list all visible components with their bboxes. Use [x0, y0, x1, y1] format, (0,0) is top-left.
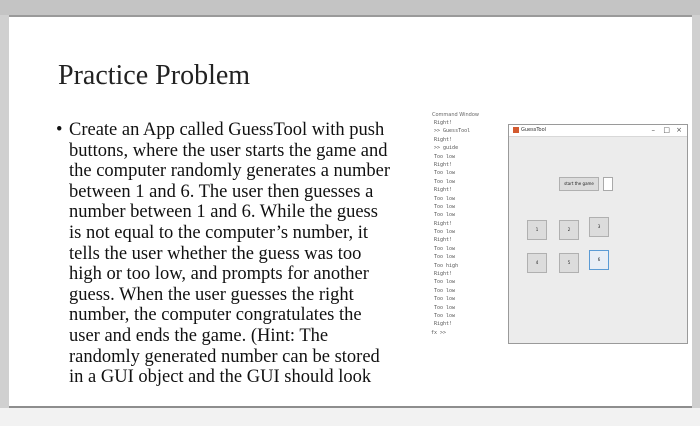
- guess-button-4: 4: [527, 253, 547, 273]
- output-line: Right!: [434, 321, 453, 328]
- command-window-screenshot: [428, 112, 498, 347]
- output-line: Right!: [434, 136, 453, 143]
- close-icon: ×: [676, 126, 682, 134]
- gui-titlebar: [509, 125, 687, 137]
- bullet-line: between 1 and 6. The user then guesses a: [69, 181, 374, 202]
- output-line: >> guide: [434, 145, 459, 152]
- output-line: Too low: [434, 195, 456, 202]
- output-line: Too low: [434, 153, 456, 160]
- output-line: Too low: [434, 279, 456, 286]
- viewer-bottom-area: [0, 408, 700, 426]
- output-line: Too low: [434, 254, 456, 261]
- matlab-app-icon: [513, 127, 519, 133]
- viewer-top-bar: [0, 0, 700, 15]
- output-line: Too low: [434, 203, 456, 210]
- bullet-marker: •: [56, 120, 63, 140]
- minimize-icon: –: [651, 126, 655, 134]
- bullet-line: number, the computer congratulates the: [69, 305, 362, 326]
- output-line: Too high: [434, 262, 459, 269]
- bullet-line: buttons, where the user starts the game and: [69, 140, 388, 161]
- bullet-item: [56, 120, 426, 388]
- output-line: >> GuessTool: [434, 128, 471, 135]
- output-line: Too low: [434, 229, 456, 236]
- output-line: Right!: [434, 187, 453, 194]
- bullet-line: user and ends the game. (Hint: The: [69, 325, 329, 346]
- output-line: Right!: [434, 271, 453, 278]
- bullet-line: randomly generated number can be stored: [69, 346, 380, 367]
- bullet-line: the computer randomly generates a number: [69, 161, 391, 182]
- output-line: Too low: [434, 170, 456, 177]
- gui-window-title: GuessTool: [521, 127, 547, 133]
- bullet-line: Create an App called GuessTool with push: [69, 120, 385, 140]
- output-line: Too low: [434, 304, 456, 311]
- output-line: Right!: [434, 161, 453, 168]
- guess-button-5: 5: [559, 253, 579, 273]
- output-line: Too low: [434, 178, 456, 185]
- guess-button-3: 3: [589, 217, 609, 237]
- output-line: Too low: [434, 212, 456, 219]
- viewer-top-border: [0, 15, 700, 17]
- output-line: Too low: [434, 287, 456, 294]
- output-line: Right!: [434, 120, 453, 126]
- bullet-line: guess. When the user guesses the right: [69, 284, 354, 305]
- maximize-icon: □: [663, 126, 670, 134]
- output-line: Right!: [434, 237, 453, 244]
- bullet-line: is not equal to the computer’s number, it: [69, 222, 368, 243]
- bullet-text: [69, 120, 426, 388]
- bullet-line: tells the user whether the guess was too: [69, 243, 362, 264]
- bullet-line: number between 1 and 6. While the guess: [69, 202, 378, 223]
- output-line: Too low: [434, 296, 456, 303]
- guess-button-1: 1: [527, 220, 547, 240]
- bullet-line: high or too low, and prompts for another: [69, 264, 369, 285]
- guesstool-window-screenshot: [508, 124, 688, 344]
- viewer-left-margin: [0, 15, 9, 411]
- output-line: Too low: [434, 312, 456, 319]
- number-field: [603, 177, 613, 191]
- output-line: Right!: [434, 220, 453, 227]
- command-prompt: fx >>: [431, 329, 447, 336]
- viewer-right-margin: [692, 15, 700, 411]
- bullet-line: in a GUI object and the GUI should look: [69, 367, 372, 388]
- command-window-output: [428, 119, 498, 329]
- guess-button-6: 6: [589, 250, 609, 270]
- output-line: Too low: [434, 245, 456, 252]
- command-window-title: Command Window: [432, 112, 480, 118]
- guess-button-2: 2: [559, 220, 579, 240]
- slide-title: Practice Problem: [58, 60, 251, 91]
- start-game-button: start the game: [559, 177, 599, 191]
